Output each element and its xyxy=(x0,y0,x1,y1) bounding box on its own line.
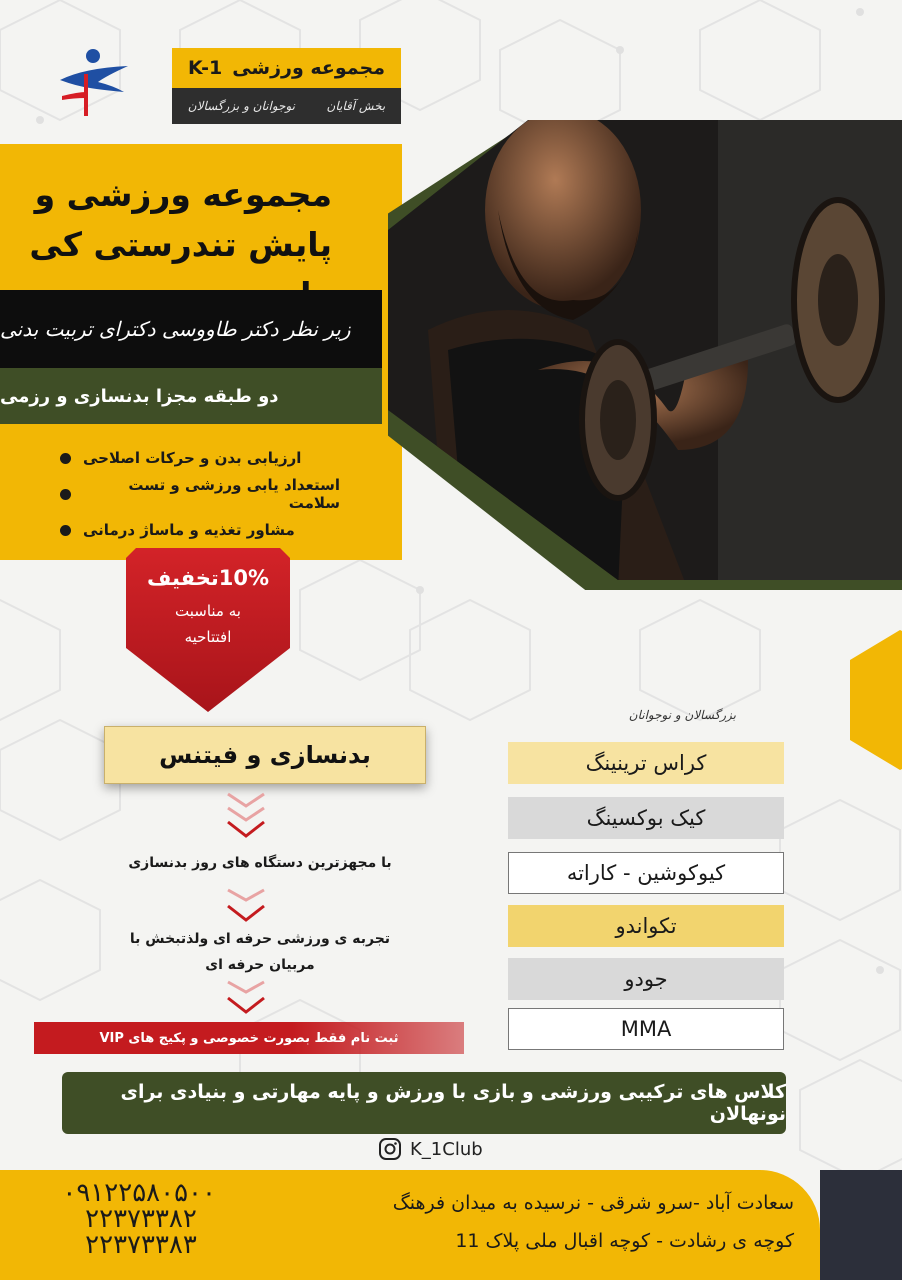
brand-sub-men: بخش آقایان xyxy=(326,99,386,113)
address-line-2: کوچه ی رشادت - کوچه اقبال ملی پلاک 11 xyxy=(455,1230,794,1252)
supervision-bar xyxy=(0,290,382,368)
phone-number[interactable]: ۲۲۳۷۳۳۸۳ xyxy=(85,1230,197,1260)
supervision-text: زیر نظر دکتر طاووسی دکترای تربیت بدنی xyxy=(0,317,351,341)
discount-text xyxy=(126,566,290,650)
bodybuilding-point-2-line-1: تجربه ی ورزشی حرفه ای ولذتبخش با xyxy=(129,931,391,947)
feature-text: استعداد یابی ورزشی و تست سلامت xyxy=(128,476,340,512)
discount-title: 10%تخفیف xyxy=(147,566,269,590)
class-item: جودو xyxy=(508,958,784,1000)
phone-number[interactable]: ۲۲۳۷۳۳۸۲ xyxy=(85,1204,197,1234)
floors-bar xyxy=(0,368,382,424)
vip-text: ثبت نام فقط بصورت خصوصی و پکیج های VIP xyxy=(99,1030,399,1046)
kids-classes-banner xyxy=(62,1072,786,1134)
phone-numbers xyxy=(62,1178,216,1260)
bullet-icon xyxy=(60,489,71,500)
headline-line-2: پایش تندرستی کی xyxy=(29,225,332,264)
class-item: کیک بوکسینگ xyxy=(508,797,784,839)
bullet-icon xyxy=(60,525,71,536)
features-list xyxy=(60,440,340,548)
athlete-photo xyxy=(388,120,902,590)
chevron-down-icon xyxy=(224,978,268,1018)
discount-line-2: افتتاحیه xyxy=(184,628,232,646)
class-item: کیوکوشین - کاراته xyxy=(508,852,784,894)
bodybuilding-title: بدنسازی و فیتنس xyxy=(159,741,371,769)
bodybuilding-point-1-text: با مجهزترین دستگاه های روز بدنسازی xyxy=(128,855,392,871)
headline-line-1: مجموعه ورزشی و xyxy=(34,175,332,214)
phone-number[interactable]: ۰۹۱۲۲۵۸۰۵۰۰ xyxy=(62,1178,216,1208)
discount-line-1: به مناسبت xyxy=(175,602,241,620)
class-item: تکواندو xyxy=(508,905,784,947)
kids-classes-text: کلاس های ترکیبی ورزشی و بازی با ورزش و پایه مهارتی و بنیادی برای نونهالان xyxy=(120,1081,786,1125)
address xyxy=(300,1184,794,1260)
chevron-down-icon xyxy=(224,886,268,926)
class-item: کراس ترینینگ xyxy=(508,742,784,784)
feature-text: ارزیابی بدن و حرکات اصلاحی xyxy=(83,449,302,467)
classes-label: بزرگسالان و نوجوانان xyxy=(628,708,736,722)
bullet-icon xyxy=(60,453,71,464)
chevron-down-icon xyxy=(224,790,268,840)
bodybuilding-title-box xyxy=(104,726,426,784)
brand-sub-ages: نوجوانان و بزرگسالان xyxy=(187,99,295,113)
class-item: MMA xyxy=(508,1008,784,1050)
k1-logo xyxy=(54,46,132,118)
bodybuilding-point-2-line-2: مربیان حرفه ای xyxy=(205,957,315,973)
feature-item xyxy=(60,512,340,548)
instagram-handle[interactable] xyxy=(378,1134,483,1164)
instagram-icon xyxy=(378,1137,402,1161)
footer-dark-corner xyxy=(820,1170,902,1280)
feature-item xyxy=(60,440,340,476)
feature-text: مشاور تغذیه و ماساژ درمانی xyxy=(83,521,295,539)
bodybuilding-point-1 xyxy=(100,850,420,876)
instagram-text: K_1Club xyxy=(410,1138,483,1160)
address-line-1: سعادت آباد -سرو شرقی - نرسیده به میدان فرهنگ xyxy=(392,1192,794,1214)
brand-name: مجموعه ورزشی xyxy=(232,57,386,79)
bodybuilding-point-2 xyxy=(100,926,420,978)
vip-strip xyxy=(34,1022,464,1054)
floors-text: دو طبقه مجزا بدنسازی و رزمی xyxy=(0,385,279,407)
brand-title xyxy=(172,48,401,88)
brand-code: K-1 xyxy=(188,57,223,79)
feature-item xyxy=(60,476,340,512)
brand-subtitle xyxy=(172,88,401,124)
